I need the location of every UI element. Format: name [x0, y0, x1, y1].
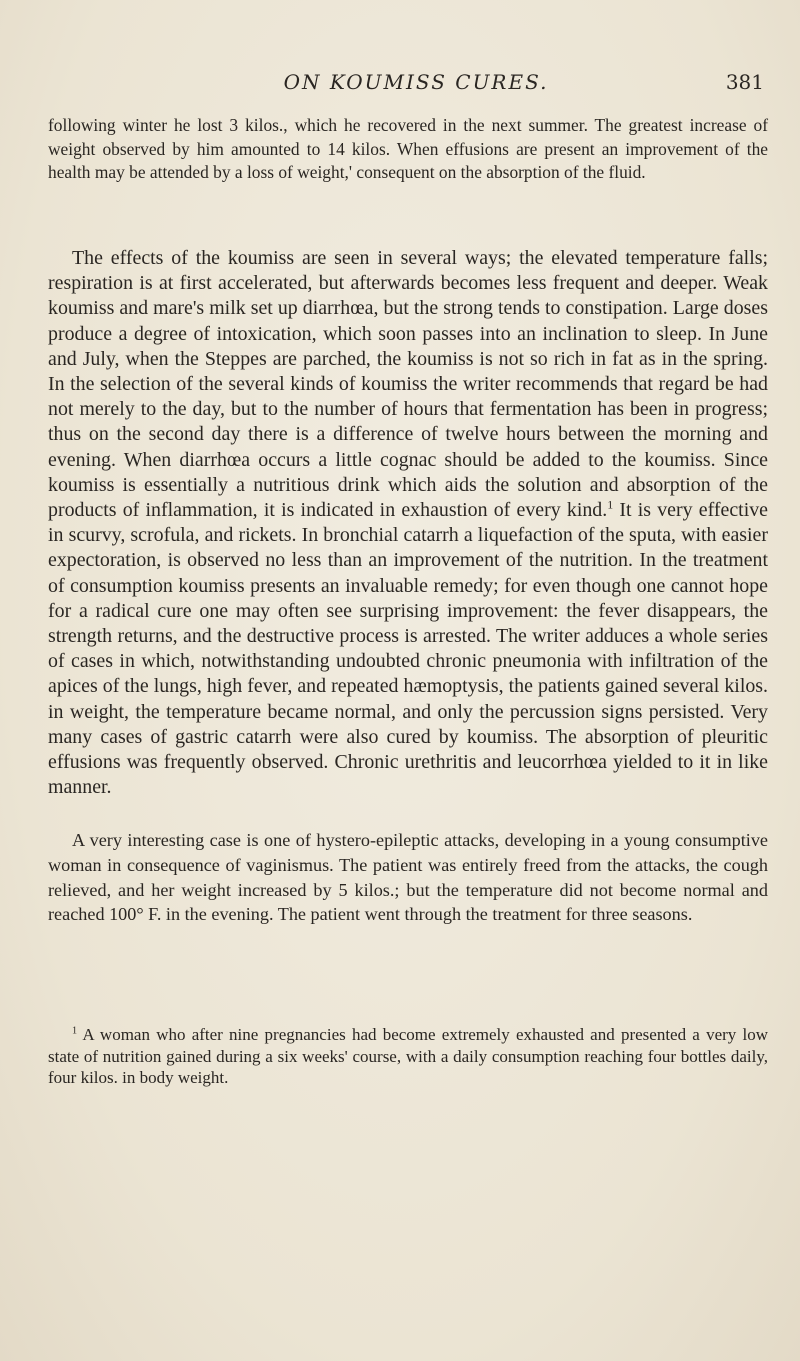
paragraph-effects-text-2: It is very effective in scurvy, scrofula, and rickets. In bronchial catarrh a liquefaction of the sputa, with easier expectoration, is observed no less than an improvement of the nutrition. In the treatment of consumption koumiss presents an invaluable remedy; for even though one cannot hope for a radical cure one may often see surprising improvement: the fever disappears, the strength returns, and the destructive process is arrested. The writer adduces a whole series of cases in which, notwithstanding undoubted chronic pneumonia with infiltration of the apices of the lungs, high fever, and repeated hæmoptysis, the patients gained several kilos. in weight, the temperature became normal, and only the percussion signs persisted. Very many cases of gastric catarrh were also cured by koumiss. The absorption of pleuritic effusions was frequently observed. Chronic urethritis and leucorrhœa yielded to it in like manner.	[48, 499, 768, 799]
paragraph-case: A very interesting case is one of hystero-epileptic attacks, developing in a young consumptive woman in consequence of vaginismus. The patient was entirely freed from the attacks, the cough relieved, and her weight increased by 5 kilos.; but the temperature did not become normal and reached 100° F. in the evening. The patient went through the treatment for three seasons.	[48, 830, 768, 925]
page-header	[48, 70, 764, 110]
running-head: ON KOUMISS CURES.	[283, 70, 549, 94]
paragraph-effects	[48, 246, 768, 800]
footnote-reference: 1	[607, 497, 614, 512]
footnote-marker: 1	[72, 1025, 78, 1037]
page-number: 381	[725, 70, 764, 94]
footnote	[48, 1024, 768, 1089]
paragraph-continued: following winter he lost 3 kilos., which he recovered in the next summer. The greatest increase of weight observed by him amounted to 14 kilos. When effusions are present an improvement of the health may be attended by a loss of weight,' consequent on the absorption of the fluid.	[48, 115, 768, 182]
paragraph-effects-text-1: The effects of the koumiss are seen in several ways; the elevated temperature falls; respiration is at first accelerated, but afterwards becomes less frequent and deeper. Weak koumiss and mare's milk set up diarrhœa, but the strong tends to constipation. Large doses produce a degree of intoxication, which soon passes into an inclination to sleep. In June and July, when the Steppes are parched, the koumiss is not so rich in fat as in the spring. In the selection of the several kinds of koumiss the writer recommends that regard be had not merely to the day, but to the number of hours that fermentation has been in progress; thus on the second day there is a difference of twelve hours between the morning and evening. When diarrhœa occurs a little cognac should be added to the koumiss. Since koumiss is essentially a nutritious drink which aids the solution and absorption of the products of inflammation, it is indicated in exhaustion of every kind.	[48, 247, 768, 522]
footnote-text: A woman who after nine pregnancies had become extremely exhausted and presented a very low state of nutrition gained during a six weeks' course, with a daily consumption reaching four bottles daily, four kilos. in body weight.	[48, 1025, 768, 1087]
